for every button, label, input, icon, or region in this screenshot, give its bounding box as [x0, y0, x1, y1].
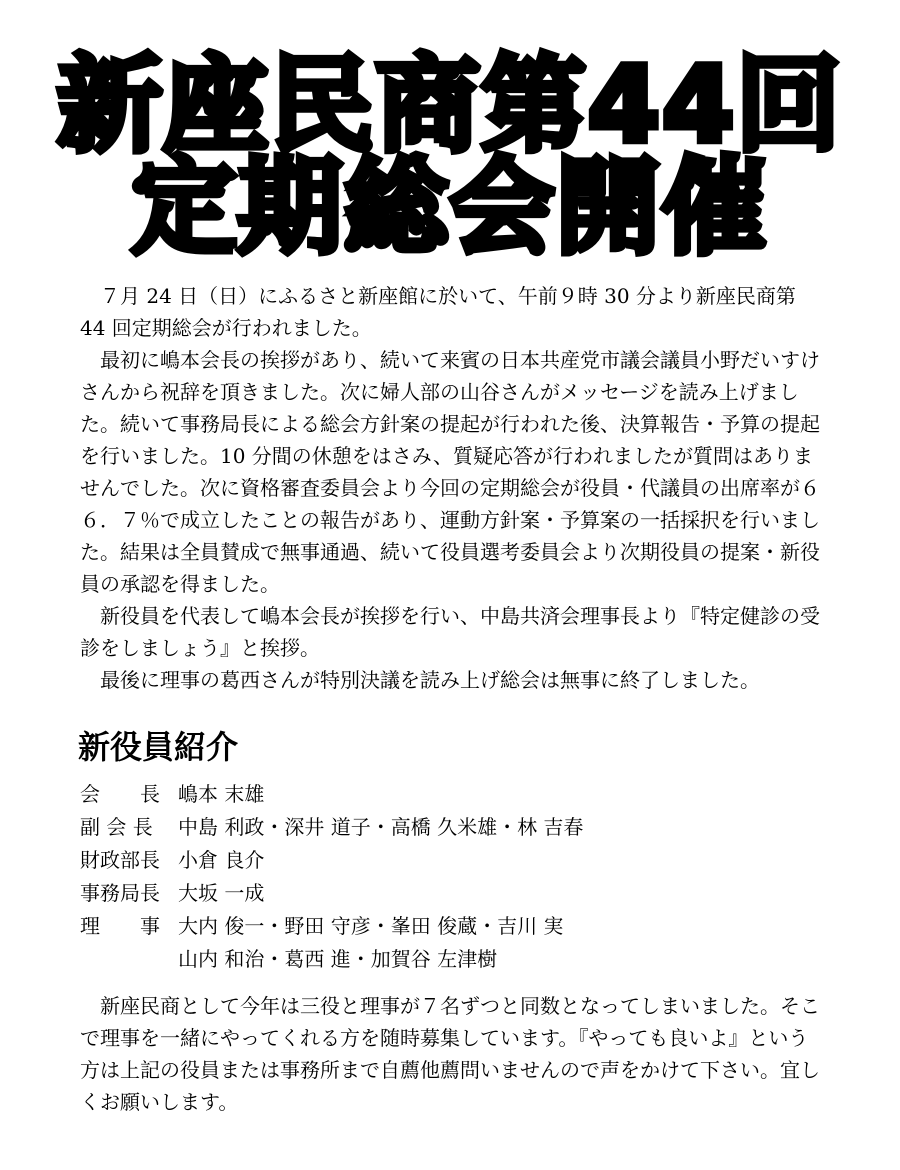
officer-role: 理 事 [80, 914, 160, 938]
officer-row [80, 844, 583, 877]
closing-notice [80, 990, 820, 1118]
officer-row [80, 877, 583, 910]
officer-role: 会 長 [80, 782, 160, 806]
officer-row [80, 910, 583, 943]
officer-role: 事務局長 [80, 881, 160, 905]
headline-line-2: 定期総会開催 [131, 146, 768, 268]
report-paragraph: ７月 24 日（日）にふるさと新座館に於いて、午前９時 30 分より新座民商第 44 回定期総会が行われました。 [80, 284, 796, 340]
officers-list [80, 778, 583, 976]
officer-role: 財政部長 [80, 848, 160, 872]
officer-names: 嶋本 末雄 [178, 782, 265, 806]
headline-line-1: 新座民商第44回 [57, 44, 843, 166]
officer-role [80, 943, 178, 976]
report-paragraph: 新役員を代表して嶋本会長が挨拶を行い、中島共済会理事長より『特定健診の受診をしましょう』と挨拶。 [80, 604, 820, 660]
officer-names: 小倉 良介 [178, 848, 265, 872]
officer-names: 大内 俊一・野田 守彦・峯田 俊蔵・吉川 実 [178, 914, 564, 938]
officer-names: 大坂 一成 [178, 881, 265, 905]
closing-paragraph: 新座民商として今年は三役と理事が７名ずつと同数となってしまいました。そこで理事を一緒にやってくれる方を随時募集しています。『やっても良いよ』という方は上記の役員または事務所まで自薦他薦問いませんので声をかけて下さい。宜しくお願いします。 [80, 994, 820, 1114]
report-paragraph: 最初に嶋本会長の挨拶があり、続いて来賓の日本共産党市議会議員小野だいすけさんから祝辞を頂きました。次に婦人部の山谷さんがメッセージを読み上げました。続いて事務局長による総会方針案の提起が行われた後、決算報告・予算の提起を行いました。10 分間の休憩をはさみ、質疑応答が行われましたが質問はありませんでした。次に資格審査委員会より今回の定期総会が役員・代議員の出席率が６６．７％で成立したことの報告があり、運動方針案・予算案の一括採択を行いました。結果は全員賛成で無事通過、続いて役員選考委員会より次期役員の提案・新役員の承認を得ました。 [80, 348, 820, 596]
officer-row [80, 778, 583, 811]
officer-names: 山内 和治・葛西 進・加賀谷 左津樹 [178, 947, 498, 971]
officer-row [80, 811, 583, 844]
officers-heading: 新役員紹介 [78, 728, 239, 766]
officer-role: 副 会 長 [80, 815, 153, 839]
officer-names: 中島 利政・深井 道子・高橋 久米雄・林 吉春 [178, 815, 584, 839]
officer-row [80, 943, 583, 976]
report-paragraph: 最後に理事の葛西さんが特別決議を読み上げ総会は無事に終了しました。 [80, 668, 760, 692]
report-body [80, 280, 820, 696]
